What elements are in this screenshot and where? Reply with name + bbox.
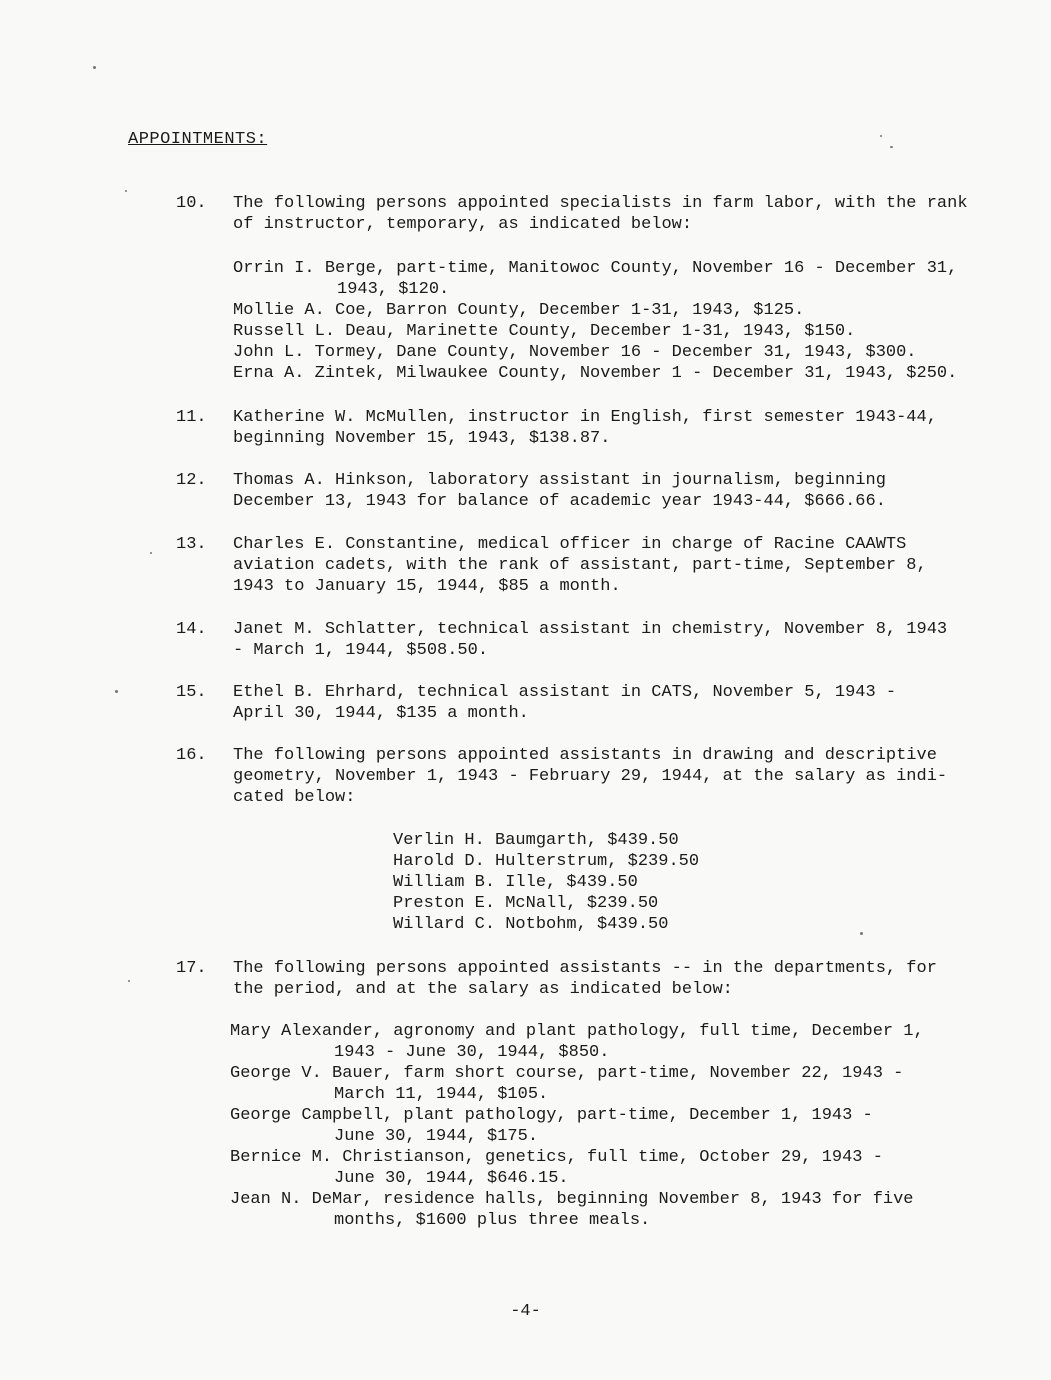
- item-number: 11.: [176, 408, 207, 427]
- scan-speck: [128, 980, 130, 982]
- scan-speck: [880, 135, 882, 137]
- entry-line: George V. Bauer, farm short course, part-time, November 22, 1943 -: [230, 1064, 904, 1083]
- entry-line: Jean N. DeMar, residence halls, beginning November 8, 1943 for five: [230, 1190, 914, 1209]
- list-item: Harold D. Hulterstrum, $239.50: [393, 852, 700, 871]
- entry-continuation: 1943, $120.: [337, 280, 450, 299]
- item-number: 17.: [176, 959, 207, 978]
- item-text: Charles E. Constantine, medical officer in charge of Racine CAAWTS aviation cadets, with the rank of assistant, part-time, September 8, 1943 to January 15, 1944, $85 a month.: [233, 535, 927, 596]
- entry-line: George Campbell, plant pathology, part-time, December 1, 1943 -: [230, 1106, 873, 1125]
- scan-speck: [125, 190, 127, 192]
- page-number: -4-: [510, 1302, 541, 1321]
- entry-continuation: 1943 - June 30, 1944, $850.: [334, 1043, 610, 1062]
- entry-line: Mollie A. Coe, Barron County, December 1-31, 1943, $125.: [233, 301, 805, 320]
- list-item: Willard C. Notbohm, $439.50: [393, 915, 669, 934]
- scan-speck: [890, 146, 893, 148]
- item-text: Janet M. Schlatter, technical assistant in chemistry, November 8, 1943 - March 1, 1944, $508.50.: [233, 620, 948, 660]
- item-number: 15.: [176, 683, 207, 702]
- list-item: William B. Ille, $439.50: [393, 873, 638, 892]
- item-number: 13.: [176, 535, 207, 554]
- item-text: Thomas A. Hinkson, laboratory assistant in journalism, beginning December 13, 1943 for balance of academic year 1943-44, $666.66.: [233, 471, 886, 511]
- item-number: 14.: [176, 620, 207, 639]
- list-item: Verlin H. Baumgarth, $439.50: [393, 831, 679, 850]
- item-text: Ethel B. Ehrhard, technical assistant in CATS, November 5, 1943 - April 30, 1944, $135 a month.: [233, 683, 897, 723]
- scan-speck: [860, 932, 863, 935]
- scan-speck: [93, 66, 96, 69]
- item-16-names: [393, 830, 699, 935]
- item-text: The following persons appointed specialists in farm labor, with the rank of instructor, temporary, as indicated below:: [233, 194, 968, 234]
- item-10-entries: [233, 258, 957, 384]
- entry-continuation: June 30, 1944, $646.15.: [334, 1169, 569, 1188]
- scan-speck: [150, 552, 152, 554]
- entry-line: Mary Alexander, agronomy and plant pathology, full time, December 1,: [230, 1022, 924, 1041]
- entry-line: John L. Tormey, Dane County, November 16 - December 31, 1943, $300.: [233, 343, 917, 362]
- entry-continuation: March 11, 1944, $105.: [334, 1085, 549, 1104]
- item-number: 12.: [176, 471, 207, 490]
- scan-speck: [115, 690, 118, 693]
- item-text: Katherine W. McMullen, instructor in English, first semester 1943-44, beginning November 15, 1943, $138.87.: [233, 408, 937, 448]
- item-number: 10.: [176, 194, 207, 213]
- item-number: 16.: [176, 746, 207, 765]
- entry-line: Bernice M. Christianson, genetics, full time, October 29, 1943 -: [230, 1148, 883, 1167]
- entry-line: Orrin I. Berge, part-time, Manitowoc County, November 16 - December 31,: [233, 259, 958, 278]
- item-text: The following persons appointed assistants in drawing and descriptive geometry, November 1, 1943 - February 29, 1944, at the salary as indi- cated below:: [233, 746, 948, 807]
- entry-continuation: June 30, 1944, $175.: [334, 1127, 539, 1146]
- entry-line: Russell L. Deau, Marinette County, December 1-31, 1943, $150.: [233, 322, 856, 341]
- list-item: Preston E. McNall, $239.50: [393, 894, 659, 913]
- entry-continuation: months, $1600 plus three meals.: [334, 1211, 651, 1230]
- section-heading: APPOINTMENTS:: [128, 130, 268, 149]
- item-text: The following persons appointed assistants -- in the departments, for the period, and at the salary as indicated below:: [233, 959, 937, 999]
- item-17-entries: [230, 1021, 924, 1231]
- entry-line: Erna A. Zintek, Milwaukee County, November 1 - December 31, 1943, $250.: [233, 364, 958, 383]
